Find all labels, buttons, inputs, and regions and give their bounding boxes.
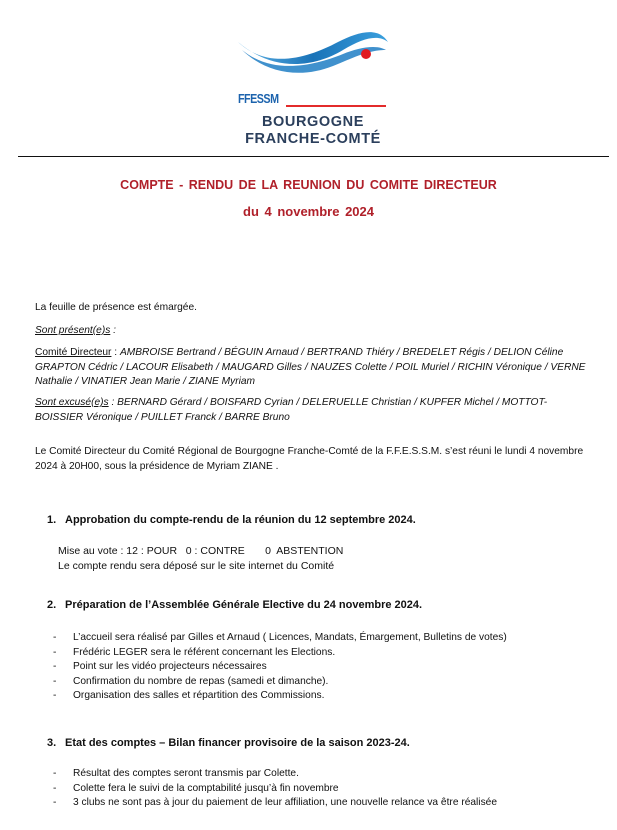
list-item <box>50 689 507 704</box>
list-item-text: L’accueil sera réalisé par Gilles et Arnaud ( Licences, Mandats, Émargement, Bulletins de votes) <box>73 632 507 643</box>
list-item-text: Colette fera le suivi de la comptabilité jusqu’à fin novembre <box>73 782 339 794</box>
section-number: 1. <box>47 514 57 526</box>
committee-label: Comité Directeur <box>35 347 112 358</box>
header-divider <box>18 156 609 157</box>
section-title: Préparation de l’Assemblée Générale Elective du 24 novembre 2024. <box>65 599 423 611</box>
vote-note: Le compte rendu sera déposé sur le site internet du Comité <box>58 560 335 572</box>
dash-bullet-icon: - <box>53 646 57 658</box>
dash-bullet-icon: - <box>53 768 57 779</box>
present-suffix: : <box>110 325 116 336</box>
section-title: Etat des comptes – Bilan financer provisoire de la saison 2023-24. <box>65 737 410 749</box>
section-title: Approbation du compte-rendu de la réunion du 12 septembre 2024. <box>65 514 416 526</box>
excused-label: Sont excusé(e)s <box>35 397 109 408</box>
section-1-heading <box>47 514 416 526</box>
list-item <box>50 767 497 782</box>
vote-result: Mise au vote : 12 : POUR 0 : CONTRE 0 ABSTENTION <box>58 545 344 557</box>
document-title: COMPTE - RENDU DE LA REUNION DU COMITE DIRECTEUR <box>120 178 497 192</box>
attendance-sheet-text: La feuille de présence est émargée. <box>35 302 197 313</box>
excused-paragraph <box>35 396 595 425</box>
list-item <box>50 782 497 797</box>
list-item <box>50 646 507 661</box>
logo-region-line1: BOURGOGNE <box>261 114 365 130</box>
list-item-text: Confirmation du nombre de repas (samedi et dimanche). <box>73 675 329 687</box>
section-2-heading <box>47 599 422 611</box>
section-3-heading <box>47 737 410 749</box>
section-number: 2. <box>47 599 57 611</box>
excused-members: : BERNARD Gérard / BOISFARD Cyrian / DELERUELLE Christian / KUPFER Michel / MOTTOT-BOISSIER Véronique / PUILLET Franck / BARRE Bruno <box>35 397 548 423</box>
dash-bullet-icon: - <box>53 797 57 809</box>
ffessm-logo <box>228 20 398 147</box>
dash-bullet-icon: - <box>53 661 57 673</box>
list-item <box>50 675 507 690</box>
dash-bullet-icon: - <box>53 782 57 794</box>
section-2-list <box>50 631 507 704</box>
list-item <box>50 631 507 646</box>
list-item-text: Résultat des comptes seront transmis par Colette. <box>73 768 299 779</box>
logo-acronym: FFESSM <box>238 92 279 106</box>
committee-sep: : <box>111 347 120 358</box>
list-item <box>50 796 497 811</box>
dash-bullet-icon: - <box>53 632 57 643</box>
wave-logo-icon <box>228 20 398 100</box>
committee-members-paragraph <box>35 346 595 390</box>
meeting-statement: Le Comité Directeur du Comité Régional de Bourgogne Franche-Comté de la F.F.E.S.S.M. s’est réuni le lundi 4 novembre 2024 à 20H00, sous la présidence de Myriam ZIANE . <box>35 446 584 472</box>
section-number: 3. <box>47 737 57 749</box>
red-dot-icon <box>361 49 371 59</box>
dash-bullet-icon: - <box>53 675 57 687</box>
section-3-list <box>50 767 497 811</box>
list-item-text: Organisation des salles et répartition des Commissions. <box>73 690 325 702</box>
present-label: Sont présent(e)s <box>35 325 111 336</box>
present-heading <box>35 324 595 339</box>
dash-bullet-icon: - <box>53 690 57 702</box>
logo-red-line <box>286 105 386 107</box>
list-item-text: Point sur les vidéo projecteurs nécessaires <box>73 661 267 673</box>
list-item-text: Frédéric LEGER sera le référent concernant les Elections. <box>73 646 336 658</box>
document-date: du 4 novembre 2024 <box>243 204 374 219</box>
committee-members: AMBROISE Bertrand / BÉGUIN Arnaud / BERTRAND Thiéry / BREDELET Régis / DELION Céline GRAPTON Cédric / LACOUR Elisabeth / MAUGARD Gilles / NAUZES Colette / POIL Muriel / RICHIN Véronique / VERNE Nathalie / VINATIER Jean Marie / ZIANE Myriam <box>35 347 586 387</box>
list-item-text: 3 clubs ne sont pas à jour du paiement de leur affiliation, une nouvelle relance va être réalisée <box>73 797 497 809</box>
logo-region-line2: FRANCHE-COMTÉ <box>245 131 381 147</box>
list-item <box>50 660 507 675</box>
